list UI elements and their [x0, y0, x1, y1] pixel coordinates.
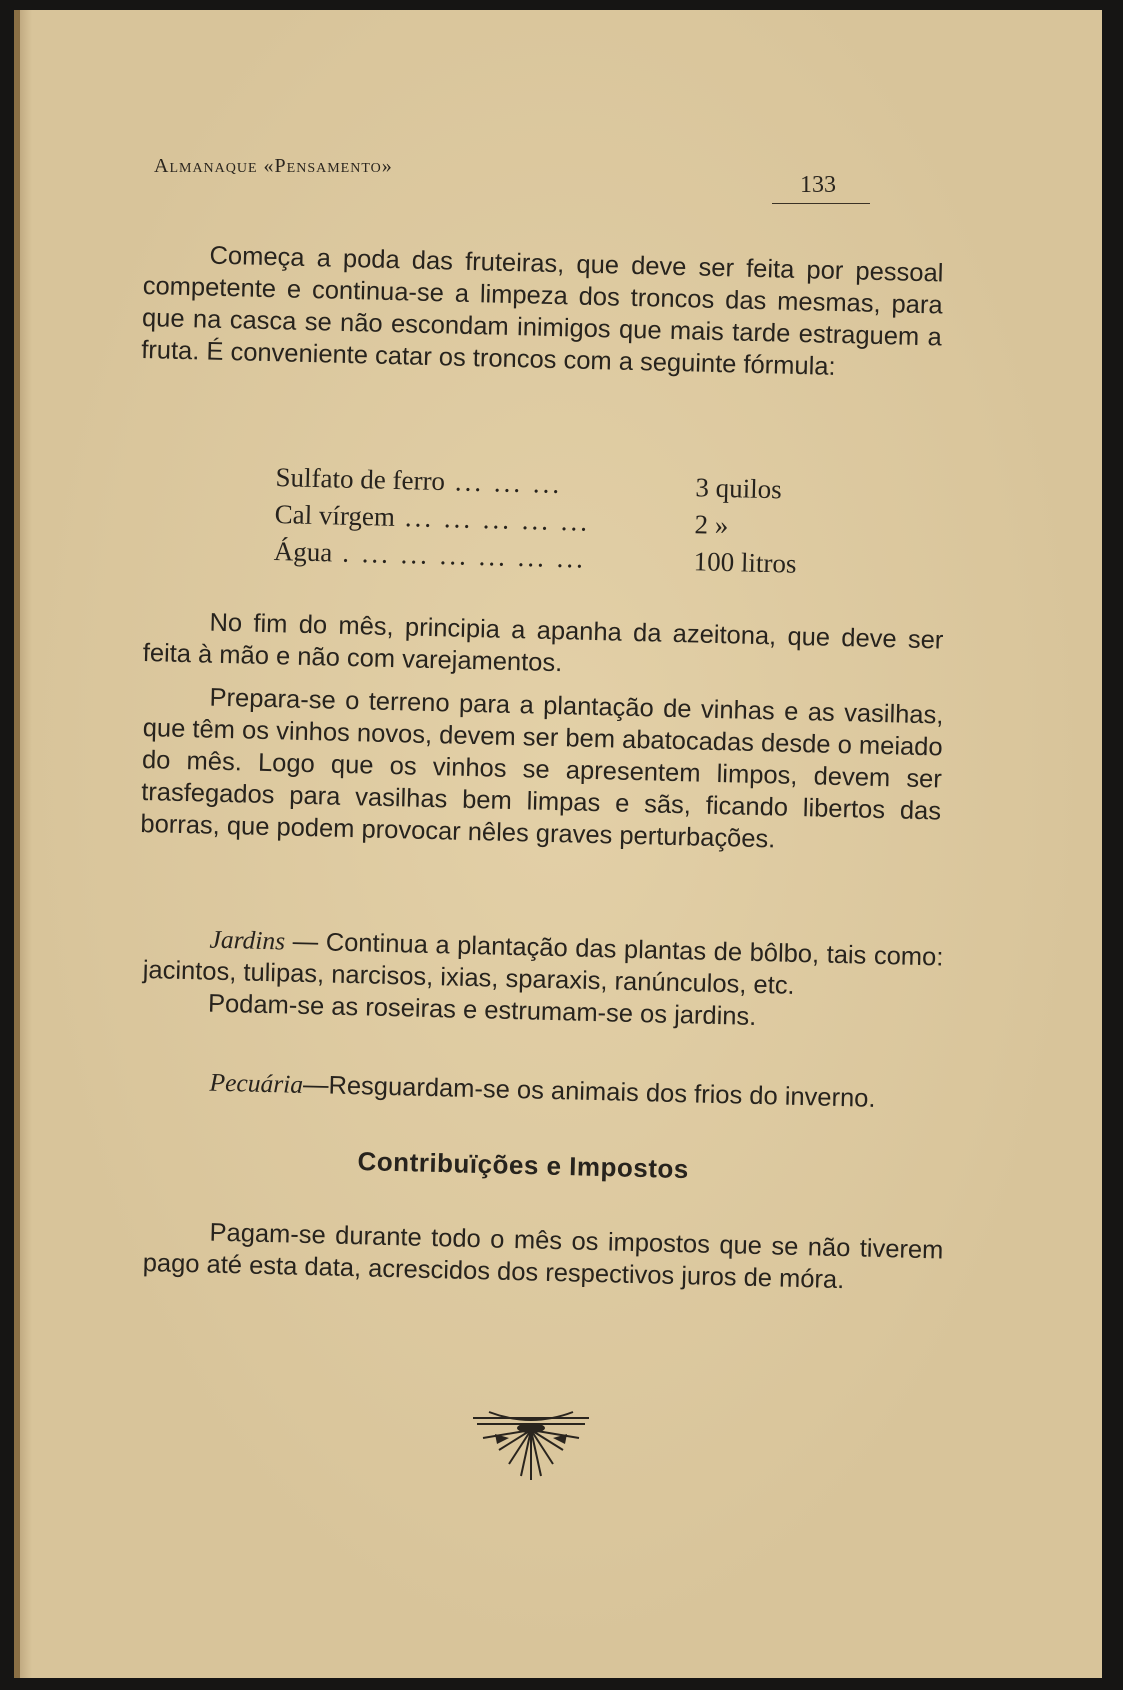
formula-quantity: 3 quilos: [695, 472, 783, 505]
binding-edge: [14, 10, 20, 1678]
pecuaria-label: Pecuária: [209, 1067, 304, 1099]
formula-quantity: 100 litros: [693, 546, 797, 579]
formula-table: [273, 462, 846, 587]
formula-item-name: Sulfato de ferro: [275, 462, 446, 497]
paragraph-jardins: [142, 922, 944, 1038]
fleuron-ornament-svg: [469, 1410, 593, 1482]
paragraph-contribuicoes: [142, 1215, 943, 1299]
paragraph-pecuaria-text: [143, 1065, 944, 1117]
formula-leader: ... ... ...: [454, 466, 563, 499]
paragraph-poda: [141, 238, 944, 386]
section-heading-contribuicoes: Contribuïções e Impostos: [357, 1146, 690, 1185]
jardins-label: Jardins: [209, 924, 286, 956]
paragraph-vinhas-text: Prepara-se o terreno para a plantação de vinhas e as vasilhas, que têm os vinhos novos, devem ser bem abatocadas desde o meiado do mês. Logo que os vinhos se apresentem limpos, devem ser trasfegados para vasilhas bem limpas e sãs, ficando libertos das borras, que podem provocar nêles graves perturbações.: [140, 683, 944, 854]
fleuron-ornament-icon: [469, 1410, 593, 1487]
formula-item-name: Cal vírgem: [274, 498, 396, 532]
formula-item-name: Água: [273, 535, 333, 568]
running-title: Almanaque «Pensamento»: [154, 155, 393, 177]
formula-item: [275, 462, 696, 503]
paragraph-contribuicoes-text: Pagam-se durante todo o mês os impostos que se não tiverem pago até esta data, acrescidos dos respectivos juros de móra.: [142, 1218, 944, 1295]
page-number-rule: [772, 203, 870, 204]
formula-leader: ... ... ... ... ...: [404, 502, 591, 537]
paragraph-azeitona: [142, 605, 943, 689]
book-page: [14, 10, 1102, 1678]
formula-leader: . ... ... ... ... ... ...: [341, 537, 587, 574]
jardins-text: — Continua a plantação das plantas de bôlbo, tais como: jacintos, tulipas, narcisos, ixias, sparaxis, ranúnculos, etc.: [142, 927, 944, 1000]
paragraph-jardins-roseiras: Podam-se as roseiras e estrumam-se os jardins.: [207, 989, 757, 1031]
paragraph-pecuaria: [143, 1065, 944, 1117]
paragraph-poda-text: Começa a poda das fruteiras, que deve ser feita por pessoal competente e continua-se a limpeza dos troncos das mesmas, para que na casca se não escondam inimigos que mais tarde estraguem a fruta. É conveniente catar os troncos com a seguinte fórmula:: [140, 241, 944, 381]
formula-quantity: 2 »: [694, 509, 729, 541]
paragraph-vinhas: [140, 680, 944, 859]
page-number: 133: [800, 172, 836, 198]
paragraph-azeitona-text: No fim do mês, principia a apanha da azeitona, que deve ser feita à mão e não com varejamentos.: [142, 608, 944, 678]
pecuaria-text: —Resguardam-se os animais dos frios do inverno.: [302, 1070, 876, 1113]
